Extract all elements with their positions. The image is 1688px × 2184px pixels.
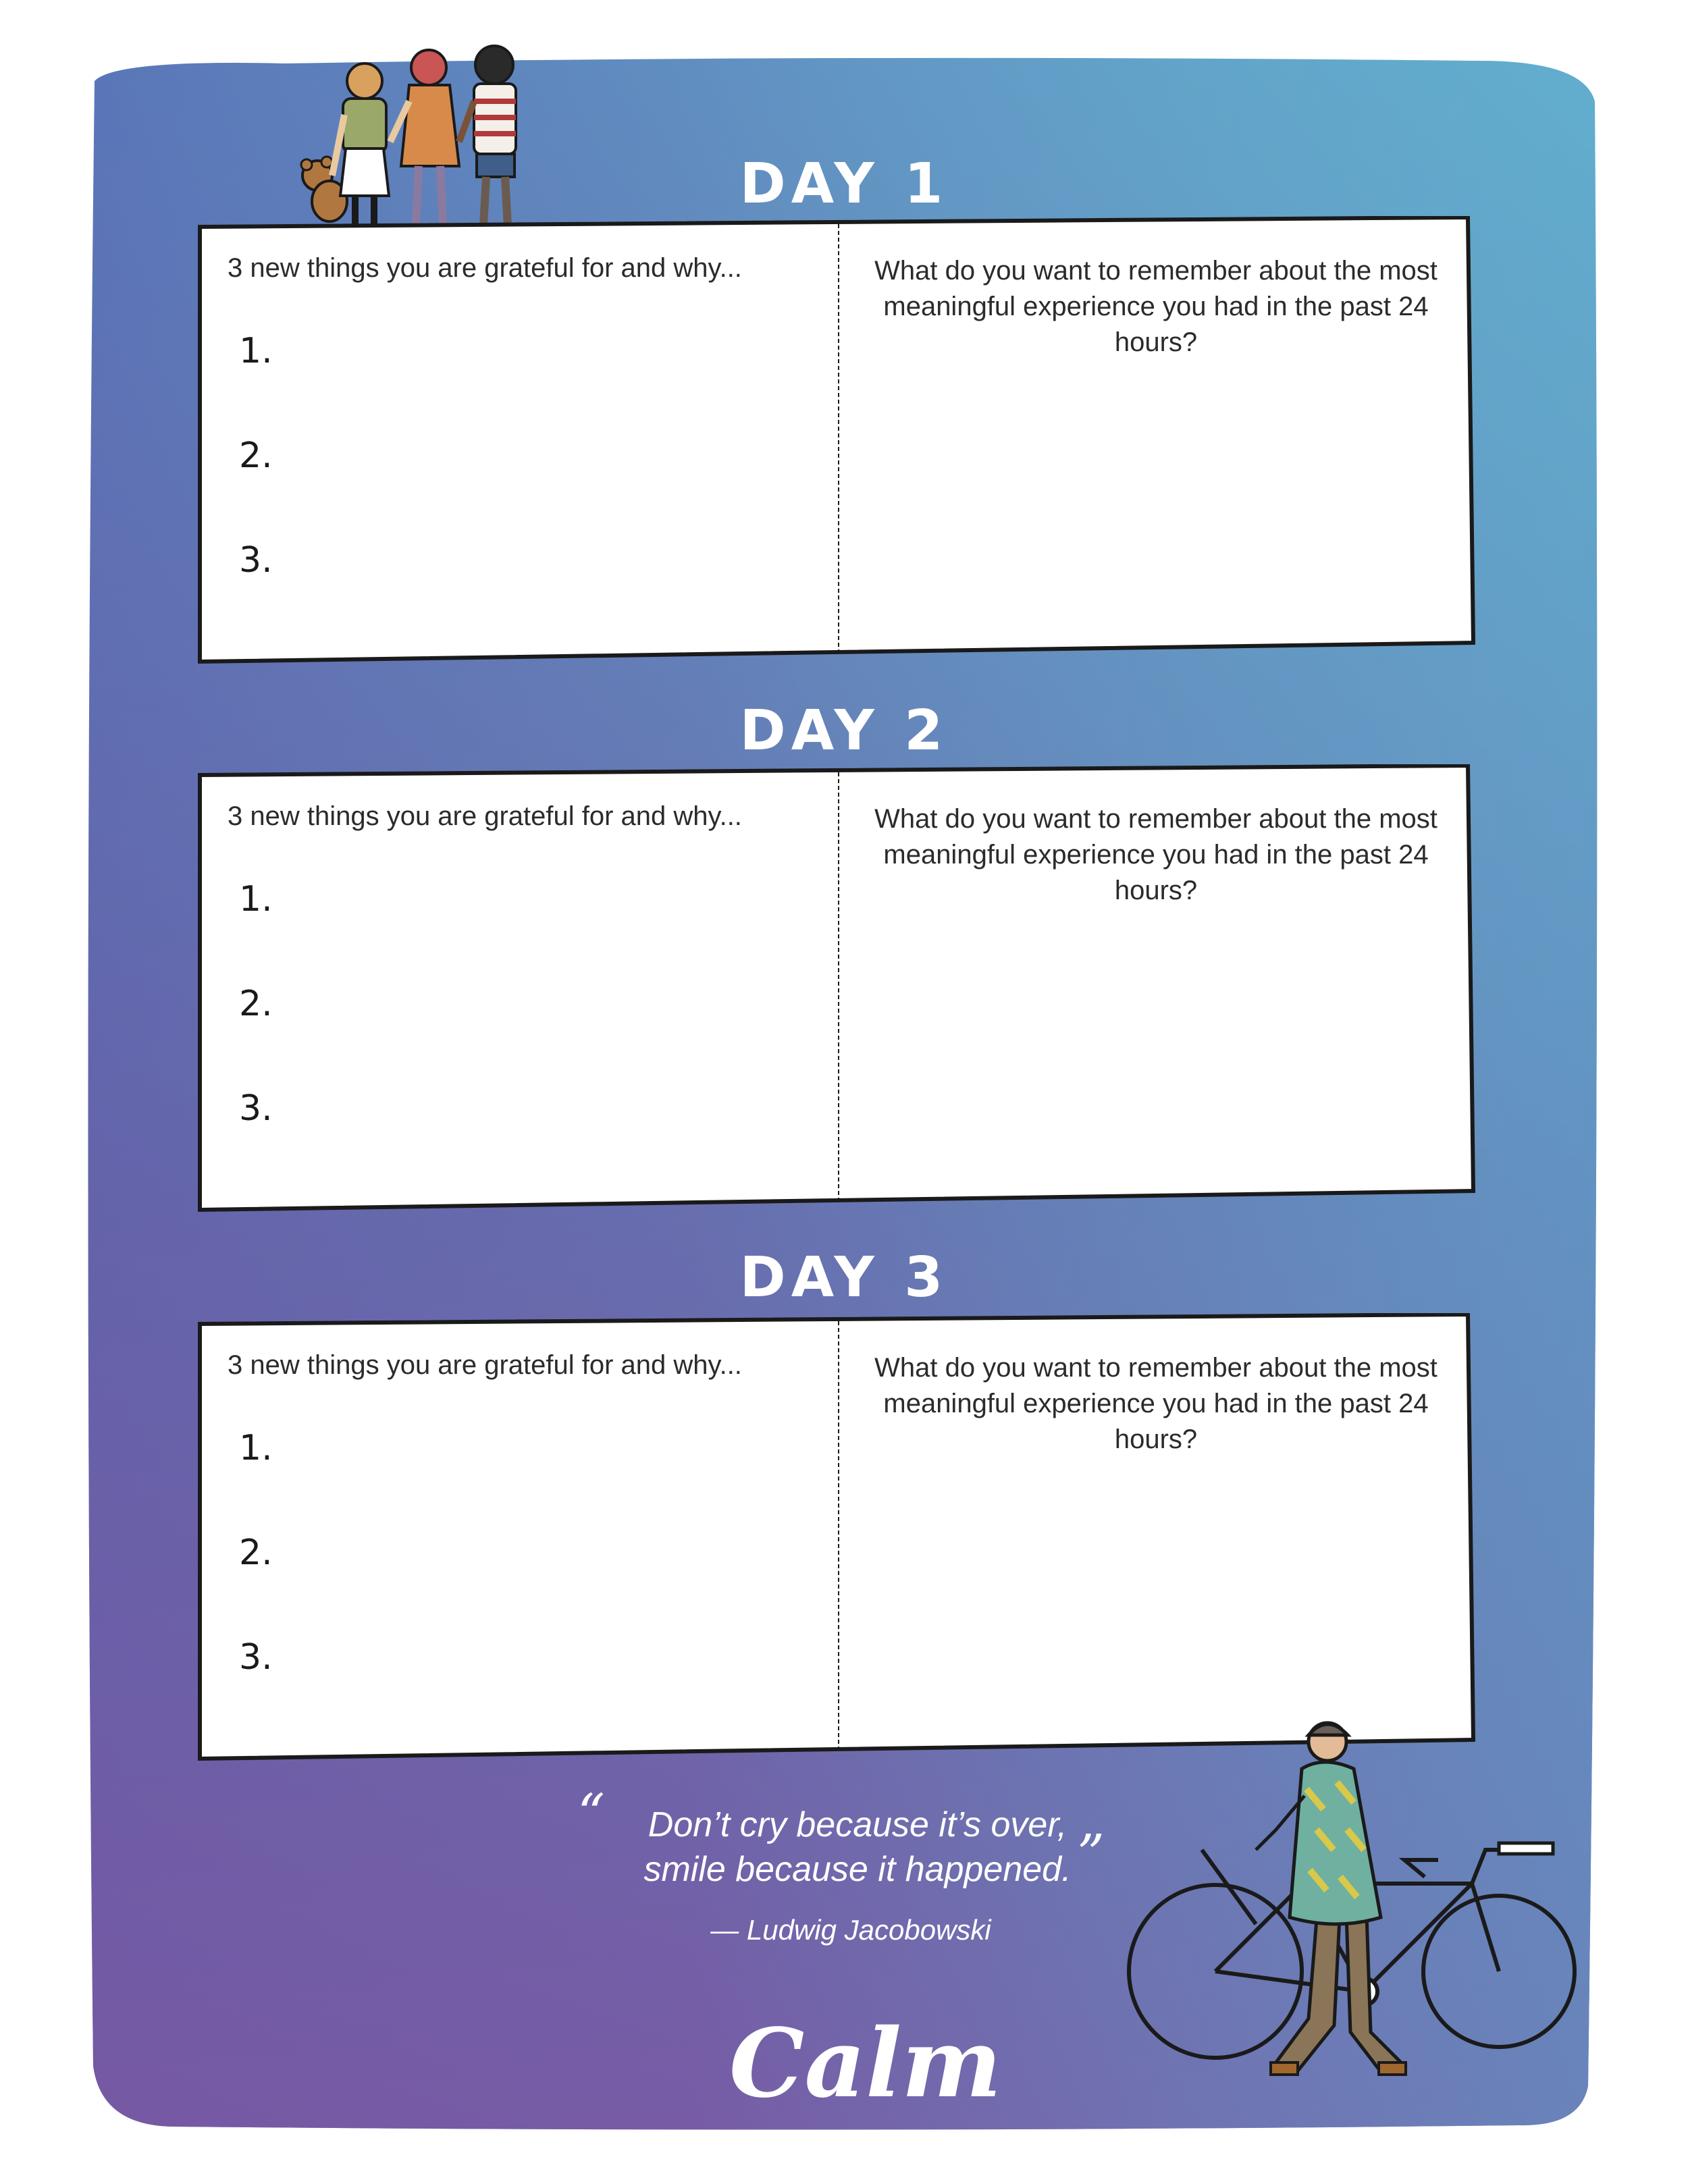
day-1-title: DAY 1 — [739, 152, 949, 216]
day-3-item-3: 3. — [239, 1637, 273, 1678]
day-1-item-2: 2. — [239, 435, 273, 476]
day-1-item-3: 3. — [239, 540, 273, 581]
day-3-memory-prompt: What do you want to remember about the most meaningful experience you had in the past 24 hours? — [874, 1353, 1438, 1454]
day-3-item-2: 2. — [239, 1533, 273, 1573]
day-2-grateful-prompt: 3 new things you are grateful for and why... — [228, 801, 742, 831]
day-2-memory-prompt: What do you want to remember about the most meaningful experience you had in the past 24 hours? — [874, 804, 1438, 905]
day-1-panel — [197, 216, 1477, 668]
quote-author: — Ludwig Jacobowski — [710, 1914, 991, 1946]
day-3-panel — [197, 1313, 1477, 1765]
day-2-panel — [197, 764, 1477, 1217]
day-2-title: DAY 2 — [739, 699, 949, 763]
child-two — [390, 50, 459, 226]
quote-close-mark: ” — [1077, 1823, 1105, 1886]
day-1-grateful-prompt: 3 new things you are grateful for and why... — [228, 253, 742, 283]
day-3-grateful-prompt: 3 new things you are grateful for and why... — [228, 1350, 742, 1380]
quote-open-mark: “ — [577, 1782, 605, 1845]
child-three — [459, 46, 516, 226]
children-illustration — [277, 41, 533, 236]
calm-logo: Calm — [729, 2008, 1002, 2119]
day-1-item-1: 1. — [239, 331, 273, 371]
old-man-bicycle-illustration — [1121, 1715, 1593, 2093]
quote-line-2: smile because it happened. — [643, 1850, 1072, 1889]
day-1-memory-prompt: What do you want to remember about the most meaningful experience you had in the past 24 hours? — [874, 256, 1438, 357]
day-2-item-3: 3. — [239, 1088, 273, 1129]
day-2-item-2: 2. — [239, 984, 273, 1024]
day-3-title: DAY 3 — [739, 1246, 949, 1310]
day-2-item-1: 1. — [239, 879, 273, 920]
old-man-figure — [1256, 1723, 1406, 2075]
day-3-item-1: 1. — [239, 1428, 273, 1468]
quote-line-1: Don’t cry because it’s over, — [648, 1805, 1067, 1844]
